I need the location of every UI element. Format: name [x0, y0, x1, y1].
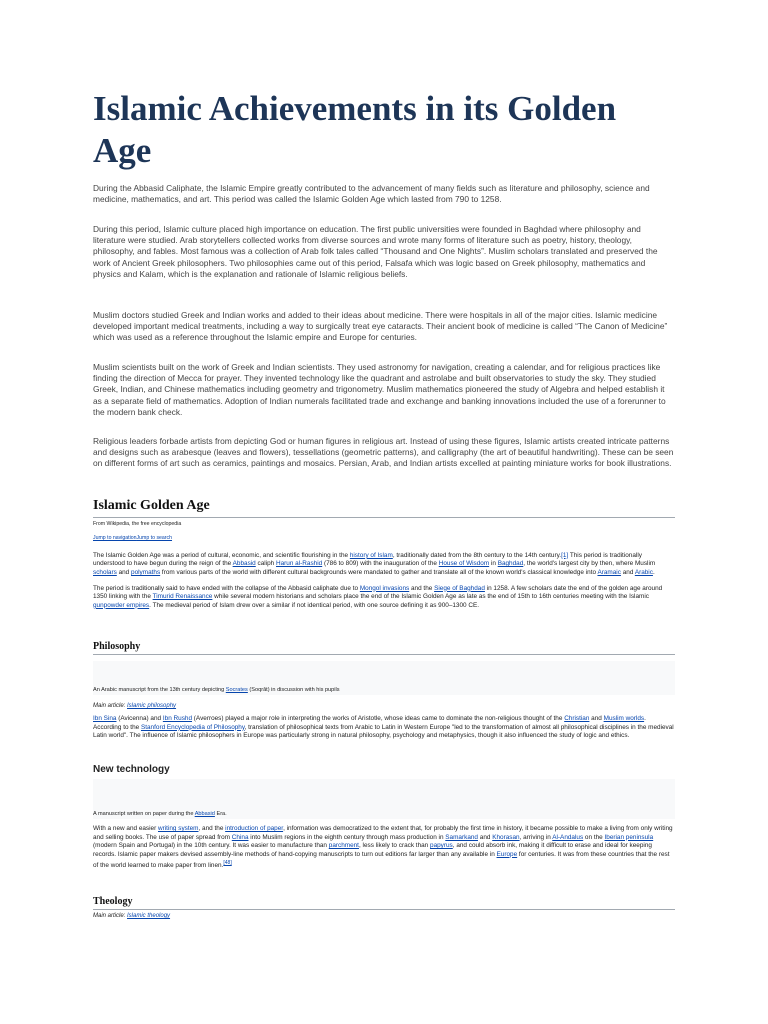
link-al-andalus[interactable]: Al-Andalus [552, 833, 584, 841]
text: An Arabic manuscript from the 13th century depicting [93, 687, 226, 693]
link-timurid-renaissance[interactable]: Timurid Renaissance [152, 593, 213, 601]
link-parchment[interactable]: parchment [328, 842, 359, 850]
text: while several modern historians and scholars place the end of the Islamic Golden Age as late as the end of 15th to 16th centuries meeting with the Islamic [212, 593, 649, 601]
wiki-article-title: Islamic Golden Age [93, 498, 675, 518]
text: , information was democratized to the extent that, for probably the first time in history, it became possible to make a living from only writing and selling books. The use of paper spread from [93, 825, 673, 841]
jump-to-navigation-link[interactable]: Jump to navigation [93, 535, 137, 542]
link-stanford-encyclopedia[interactable]: Stanford Encyclopedia of Philosophy [140, 723, 245, 731]
wiki-paragraph-2 [93, 585, 675, 611]
text: This period is traditionally understood to have begun during the reign of the [93, 551, 642, 568]
link-socrates[interactable]: Socrates [225, 687, 248, 693]
text: , translation of philosophical texts from Arabic to Latin in Western Europe "led to the transformation of almost all philosophical disciplines in the medieval Latin world". The influence of Islamic philosophers in Europe was particularly strong in natural philosophy, psychology and metaphysics, though it also influenced the study of logic and ethics. [93, 723, 674, 740]
jump-links [93, 535, 675, 542]
text: , and the [198, 825, 226, 832]
page-title: Islamic Achievements in its Golden Age [93, 89, 617, 170]
wikipedia-article [93, 498, 675, 610]
reference-link[interactable]: [1] [561, 551, 569, 559]
text: on the [583, 833, 605, 841]
link-introduction-of-paper[interactable]: introduction of paper [225, 825, 284, 832]
text: Era. [214, 811, 227, 817]
link-khorasan[interactable]: Khorasan [492, 833, 520, 841]
link-abbasid[interactable]: Abbasid [232, 560, 256, 568]
link-polymaths[interactable]: polymaths [131, 569, 161, 576]
text: from various parts of the world with different cultural backgrounds were mandated to gather and translate all of the known world's classical knowledge into [160, 569, 598, 576]
text: , arriving in [519, 833, 553, 841]
technology-image-placeholder [93, 779, 675, 819]
link-arabic[interactable]: Arabic [634, 569, 653, 576]
philosophy-section [93, 641, 675, 741]
wiki-paragraph-1 [93, 552, 675, 578]
link-siege-of-baghdad[interactable]: Siege of Baghdad [434, 584, 485, 592]
link-christian[interactable]: Christian [564, 715, 590, 722]
theology-section [93, 896, 675, 919]
intro-paragraph-2: During this period, Islamic culture placed high importance on education. The first public universities were founded in Baghdad where philosophy and literature were studied. Arab storytellers collected works from diverse sources and wrote many forms of literature such as poetry, history, theology, philosophy, and fables. Most famous was a collection of Arab folk tales called “Thousand and One Nights”. Muslim scholars translated and preserved the work of Ancient Greek philosophers. Two philosophies came out of this period, Falsafa which was logic based on Greek philosophy, mathematics and physics and Kalam, which is the explanation and rationale of Islamic religious beliefs. [93, 224, 658, 279]
text: and [477, 833, 493, 841]
text: Main article: [93, 913, 128, 919]
text: , and could absorb ink, making it difficult to erase and ideal for keeping records. Islamic paper makers devised assembly-line methods of hand-copying manuscripts to turn out editions far larger than any available in [93, 842, 652, 858]
link-scholars[interactable]: scholars [93, 569, 117, 576]
philosophy-main-article [93, 703, 675, 709]
text: With a new and easier [93, 825, 159, 832]
text: The Islamic Golden Age was a period of cultural, economic, and scientific flourishing in the [93, 551, 350, 559]
technology-paragraph [93, 825, 675, 871]
link-ibn-sina[interactable]: Ibn Sina [93, 715, 117, 722]
link-writing-system[interactable]: writing system [158, 825, 199, 832]
link-iberian-peninsula[interactable]: Iberian peninsula [604, 833, 654, 841]
link-papyrus[interactable]: papyrus [430, 842, 453, 850]
text: and [116, 569, 132, 576]
jump-to-search-link[interactable]: Jump to search [136, 535, 173, 542]
text: , less likely to crack than [358, 842, 431, 850]
link-muslim-worlds[interactable]: Muslim worlds [603, 715, 645, 722]
link-europe[interactable]: Europe [496, 850, 518, 858]
link-history-of-islam[interactable]: history of Islam [349, 551, 393, 559]
text: . The medieval period of Islam drew over a similar if not identical period, with one source defining it as 900–1300 CE. [149, 601, 480, 609]
text: A manuscript written on paper during the [93, 811, 195, 817]
link-harun-al-rashid[interactable]: Harun al-Rashid [276, 560, 323, 568]
text: Main article: [93, 703, 128, 709]
reference-link[interactable]: [48] [223, 860, 232, 867]
text: . According to the [93, 715, 646, 731]
text: in 1258. A few scholars date the end of the golden age around 1350 linking with the [93, 584, 663, 601]
technology-heading: New technology [93, 764, 170, 775]
text: (786 to 809) with the inauguration of the [322, 560, 439, 568]
text: (Averroes) played a major role in interpreting the works of Aristotle, whose ideas came to dominate the non-religious thought of the [192, 715, 565, 722]
link-abbasid-era[interactable]: Abbasid [194, 811, 215, 817]
theology-heading: Theology [93, 896, 675, 910]
link-samarkand[interactable]: Samarkand [445, 833, 478, 841]
intro-paragraph-1: During the Abbasid Caliphate, the Islamic Empire greatly contributed to the advancement of many fields such as literature and philosophy, science and medicine, mathematics, and art. This period was called the Islamic Golden Age which lasted from 790 to 1258. [93, 183, 650, 205]
link-mongol-invasions[interactable]: Mongol invasions [359, 584, 410, 592]
link-baghdad[interactable]: Baghdad [497, 560, 524, 568]
theology-main-article [93, 913, 675, 919]
link-islamic-theology[interactable]: Islamic theology [127, 913, 171, 919]
text: (Soqrât) in discussion with his pupils [247, 687, 340, 693]
text: for centuries. It was from these countries that the rest of the world learned to make paper from linen. [93, 850, 670, 870]
link-islamic-philosophy[interactable]: Islamic philosophy [127, 703, 177, 709]
text: caliph [255, 560, 276, 568]
text: and [620, 569, 635, 576]
technology-image-caption [93, 811, 227, 817]
text: into Muslim regions in the eighth century through mass production in [248, 833, 446, 841]
philosophy-image-placeholder [93, 661, 675, 695]
text: (modern Spain and Portugal) in the 10th century. It was easier to manufacture than [93, 842, 329, 850]
philosophy-paragraph [93, 715, 675, 741]
text: and the [409, 584, 435, 592]
link-ibn-rushd[interactable]: Ibn Rushd [162, 715, 193, 722]
intro-paragraph-3: Muslim doctors studied Greek and Indian works and added to their ideas about medicine. There were hospitals in all of the major cities. Islamic medicine developed important medical treatments, including a way to surgically treat eye cataracts. Their ancient book of medicine is called “The Canon of Medicine” which was used as a reference throughout the Islamic empire and Europe for centuries. [93, 310, 668, 343]
philosophy-image-caption [93, 687, 340, 693]
link-aramaic[interactable]: Aramaic [597, 569, 621, 576]
text: in [489, 560, 498, 568]
text: , traditionally dated from the 8th century to the 14th century. [392, 551, 562, 559]
text: (Avicenna) and [116, 715, 163, 722]
text: and [589, 715, 604, 722]
intro-paragraph-4: Muslim scientists built on the work of Greek and Indian scientists. They used astronomy for navigation, creating a calendar, and for religious practices like finding the direction of Mecca for prayer. They invented technology like the quadrant and astrolabe and built observatories to study the sky. They studied Greek, Indian, and Chinese mathematics including geometry and trigonometry. Muslim mathematics pioneered the study of Algebra and helped establish it as a separate field of mathematics. Adoption of Indian numerals facilitated trade and exchange and banking innovations included the use of a forerunner to the modern bank check. [93, 362, 666, 417]
intro-paragraph-5: Religious leaders forbade artists from depicting God or human figures in religious art. Instead of using these figures, Islamic artists created intricate patterns and designs such as arabesque (leaves and flowers), tessellations (geometric patterns), and calligraphy (the art of beautiful handwriting). These can be seen on different forms of art such as ceramics, paintings and mosaics. Persian, Arab, and Indian artists excelled at painting miniature works for book illustrations. [93, 436, 674, 469]
text: , the world's largest city by then, where Muslim [523, 560, 656, 568]
link-china[interactable]: China [231, 833, 249, 841]
link-house-of-wisdom[interactable]: House of Wisdom [438, 560, 490, 568]
technology-section [93, 764, 675, 871]
text: The period is traditionally said to have ended with the collapse of the Abbasid caliphate due to [93, 584, 360, 592]
text: . [652, 569, 655, 576]
philosophy-heading: Philosophy [93, 641, 675, 655]
wiki-source-note: From Wikipedia, the free encyclopedia [93, 521, 182, 527]
link-gunpowder-empires[interactable]: gunpowder empires [93, 601, 150, 609]
